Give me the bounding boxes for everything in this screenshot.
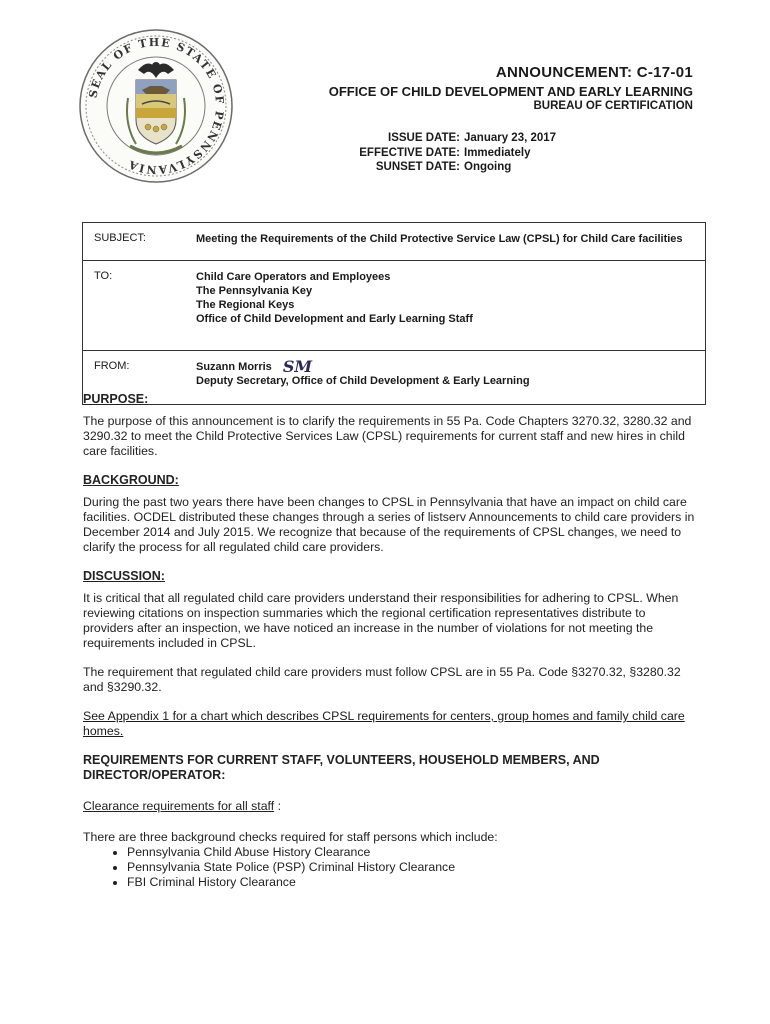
seal-text: SEAL OF THE STATE OF PENNSYLVANIA <box>86 35 227 177</box>
requirements-heading: REQUIREMENTS FOR CURRENT STAFF, VOLUNTEERS, HOUSEHOLD MEMBERS, AND DIRECTOR/OPERATOR: <box>83 753 600 782</box>
list-item: • Pennsylvania Child Abuse History Clearance <box>127 845 695 860</box>
state-seal <box>78 28 234 184</box>
discussion-heading: DISCUSSION: <box>83 569 165 583</box>
issue-date-value: January 23, 2017 <box>464 132 557 144</box>
discussion-paragraph-2: The requirement that regulated child care providers must follow CPSL are in 55 Pa. Code §3270.32, §3280.32 and §3290.32. <box>83 665 681 694</box>
date-block <box>300 131 600 175</box>
subject-row <box>83 223 706 261</box>
announcement-title: ANNOUNCEMENT: C-17-01 <box>495 64 693 81</box>
effective-date-row <box>300 146 600 161</box>
checks-intro: There are three background checks required for staff persons which include: <box>83 830 498 844</box>
recipient: The Pennsylvania Key <box>196 285 313 297</box>
sunset-date-row <box>300 160 600 175</box>
to-label: TO: <box>83 261 195 351</box>
background-text: During the past two years there have been changes to CPSL in Pennsylvania that have an impact on child care facilities. OCDEL distributed these changes through a series of listserv Announcements to child care providers in December 2014 and July 2015. We recognize that because of the requirements of CPSL changes, we need to clarify the process for all regulated child care providers. <box>83 495 695 554</box>
list-item: • FBI Criminal History Clearance <box>127 875 695 890</box>
purpose-heading: PURPOSE: <box>83 392 149 406</box>
background-heading: BACKGROUND: <box>83 473 179 487</box>
memo-table <box>82 222 706 405</box>
issue-date-row <box>300 131 600 146</box>
signature-initials: SM <box>282 357 313 376</box>
bureau-name: BUREAU OF CERTIFICATION <box>533 100 693 112</box>
clearance-line <box>83 799 695 814</box>
announcement-body <box>83 392 695 890</box>
recipient: Office of Child Development and Early Learning Staff <box>196 313 473 325</box>
issue-date-label: ISSUE DATE: <box>388 132 460 144</box>
recipient: The Regional Keys <box>196 299 295 311</box>
background-checks-list <box>83 845 695 890</box>
sunset-date-value: Ongoing <box>464 161 512 173</box>
sunset-date-label: SUNSET DATE: <box>375 161 460 173</box>
list-item: • Pennsylvania State Police (PSP) Criminal History Clearance <box>127 860 695 875</box>
purpose-text: The purpose of this announcement is to clarify the requirements in 55 Pa. Code Chapters 3270.32, 3280.32 and 3290.32 to meet the Child Protective Services Law (CPSL) requirements for current staff and new hires in child care facilities. <box>83 414 692 458</box>
clearance-suffix: : <box>274 799 281 813</box>
subject-label: SUBJECT: <box>83 223 195 261</box>
clearance-requirements-link[interactable]: Clearance requirements for all staff <box>83 799 275 813</box>
to-recipients <box>194 261 706 351</box>
effective-date-value: Immediately <box>464 146 531 159</box>
appendix-link[interactable]: See Appendix 1 for a chart which describes CPSL requirements for centers, group homes and family child care homes. <box>83 709 685 738</box>
recipient: Child Care Operators and Employees <box>196 271 391 283</box>
from-name: Suzann Morris <box>196 361 272 373</box>
from-label: FROM: <box>83 351 195 405</box>
effective-date-label: EFFECTIVE DATE: <box>359 146 460 159</box>
discussion-paragraph-1: It is critical that all regulated child care providers understand their responsibilities for adhering to CPSL. When reviewing citations on inspection summaries which the regional certification representatives distribute to providers after an inspection, we have noticed an increase in the number of violations for not meeting the requirements included in CPSL. <box>83 591 679 650</box>
to-row <box>83 261 706 351</box>
office-name: OFFICE OF CHILD DEVELOPMENT AND EARLY LEARNING <box>328 84 693 99</box>
subject-value: Meeting the Requirements of the Child Protective Service Law (CPSL) for Child Care facilities <box>194 223 706 261</box>
from-title: Deputy Secretary, Office of Child Development & Early Learning <box>196 375 530 387</box>
